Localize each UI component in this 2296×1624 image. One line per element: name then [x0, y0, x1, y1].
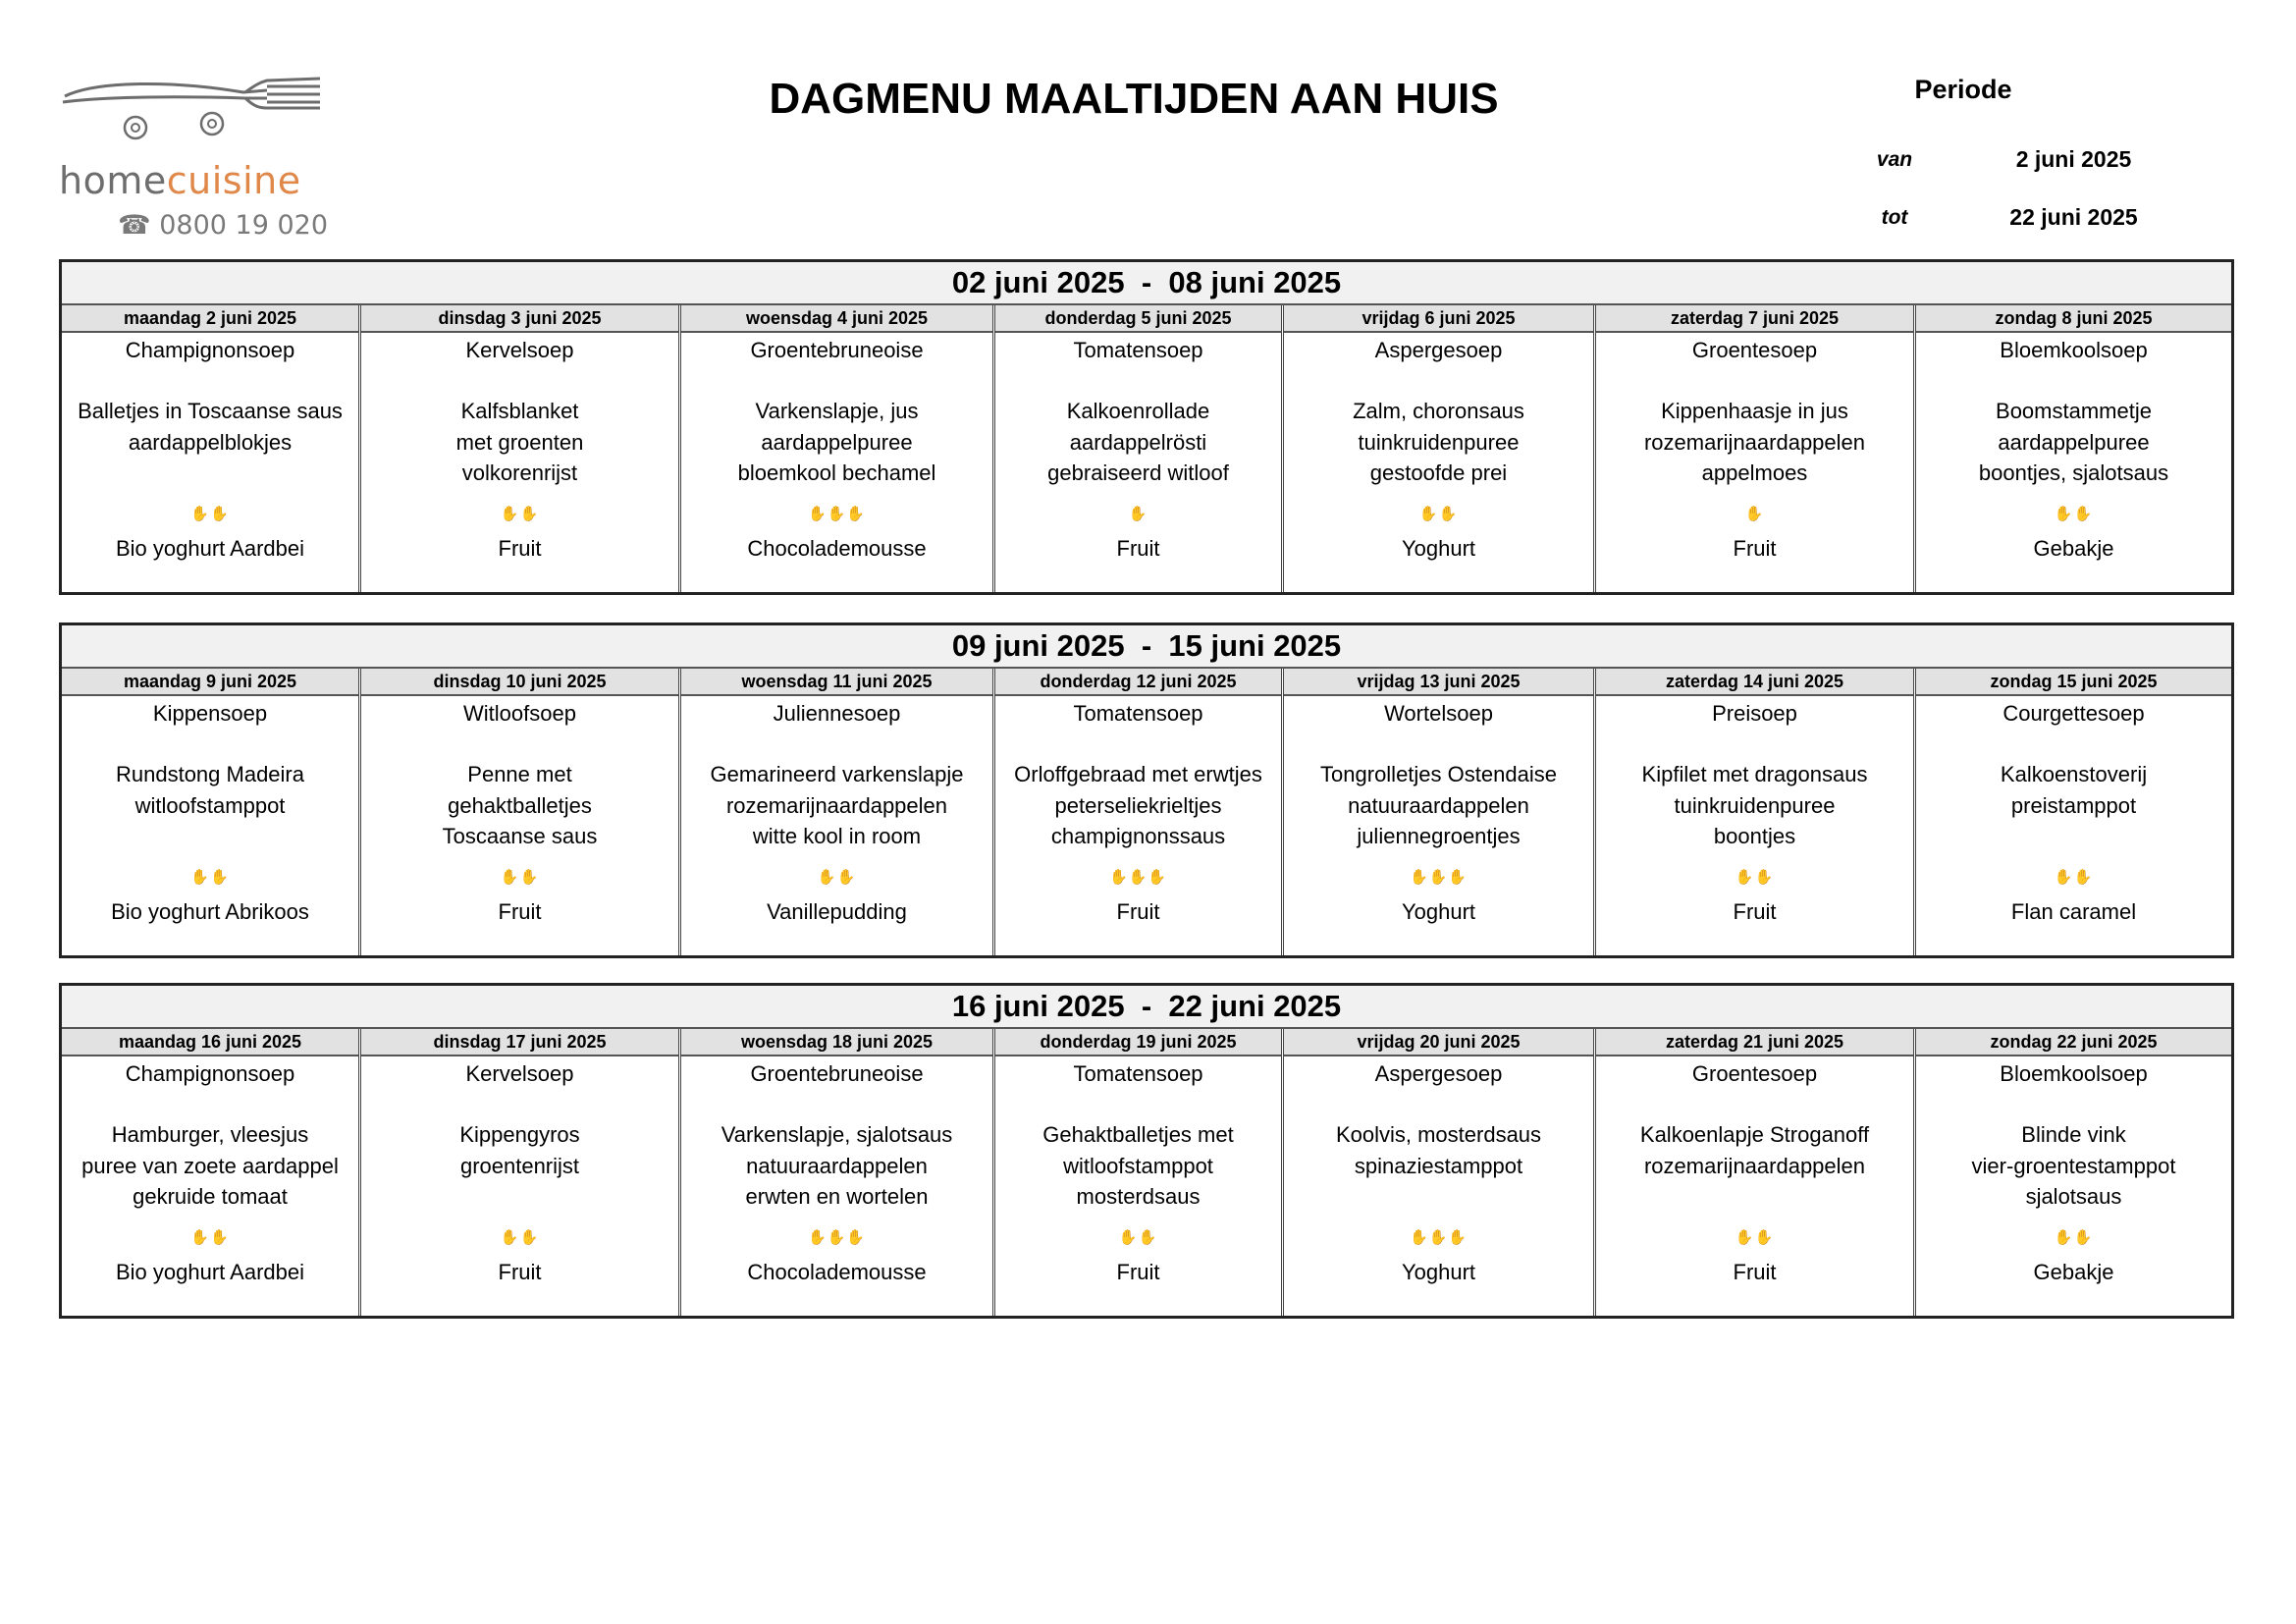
main-course-line: puree van zoete aardappel [81, 1153, 339, 1178]
soup: Witloofsoep [463, 701, 576, 726]
main-course-line: tuinkruidenpuree [1674, 792, 1836, 818]
day-menu [361, 333, 678, 592]
day-header: donderdag 12 juni 2025 [995, 669, 1281, 696]
day-column [1916, 305, 2231, 592]
main-course-line: rozemarijnaardappelen [1643, 1153, 1866, 1178]
main-course-line: witloofstamppot [1063, 1153, 1213, 1178]
dessert: Fruit [1116, 899, 1160, 924]
main-course-line: Koolvis, mosterdsaus [1335, 1122, 1542, 1147]
hand-rating-icon: ✋✋ [1735, 1229, 1775, 1246]
main-course-line: Balletjes in Toscaanse saus [78, 399, 343, 423]
main-course [116, 759, 304, 853]
hand-rating-icon: ✋✋ [2054, 869, 2094, 886]
day-menu [62, 696, 358, 955]
hand-rating-icon: ✋✋✋ [1409, 869, 1468, 886]
dessert: Gebakje [2033, 536, 2114, 561]
day-column [681, 305, 995, 592]
day-column [62, 1029, 361, 1316]
main-course [1979, 396, 2168, 490]
soup: Courgettesoep [2002, 701, 2145, 726]
day-menu [62, 1056, 358, 1316]
dessert: Flan caramel [2010, 899, 2137, 924]
brand-wordmark: homecuisine [59, 159, 301, 202]
day-header: zaterdag 7 juni 2025 [1596, 305, 1913, 333]
main-course-line [116, 821, 304, 852]
day-header: woensdag 18 juni 2025 [681, 1029, 992, 1056]
dessert: Fruit [1116, 536, 1160, 561]
main-course-line: tuinkruidenpuree [1358, 429, 1520, 455]
main-course-line: natuuraardappelen [1348, 792, 1529, 818]
hand-rating-icon: ✋✋ [190, 506, 230, 522]
hand-rating-icon: ✋✋ [1735, 869, 1775, 886]
soup: Champignonsoep [125, 1061, 295, 1086]
day-column [995, 669, 1284, 955]
day-menu [62, 333, 358, 592]
week-table [59, 983, 2234, 1319]
main-course [1640, 1119, 1869, 1214]
hand-rating-icon: ✋✋✋ [807, 1229, 867, 1246]
hand-rating-icon: ✋ [1744, 506, 1765, 522]
soup: Wortelsoep [1384, 701, 1493, 726]
main-course-line: Rundstong Madeira [115, 762, 304, 786]
day-menu [995, 333, 1281, 592]
day-menu [1284, 333, 1593, 592]
week-days-row [62, 1029, 2231, 1316]
hand-rating-icon: ✋✋ [2054, 1229, 2094, 1246]
day-column [1596, 669, 1916, 955]
day-header: donderdag 19 juni 2025 [995, 1029, 1281, 1056]
day-header: dinsdag 17 juni 2025 [361, 1029, 678, 1056]
main-course [1353, 396, 1524, 490]
soup: Aspergesoep [1374, 338, 1503, 362]
soup: Aspergesoep [1374, 1061, 1503, 1086]
main-course-line [78, 458, 343, 489]
hand-rating-icon: ✋✋ [2054, 506, 2094, 522]
soup: Groentesoep [1691, 338, 1818, 362]
day-menu [995, 1056, 1281, 1316]
phone-icon: ☎ [118, 210, 151, 241]
day-header: woensdag 11 juni 2025 [681, 669, 992, 696]
hand-rating-icon: ✋✋ [190, 869, 230, 886]
day-menu [1596, 1056, 1913, 1316]
main-course-line: sjalotsaus [2025, 1184, 2122, 1209]
main-course-line: Varkenslapje, sjalotsaus [721, 1122, 953, 1147]
main-course-line: boontjes, sjalotsaus [1978, 460, 2169, 485]
soup: Kervelsoep [465, 338, 574, 362]
main-course-line [1336, 1181, 1541, 1213]
day-column [1284, 669, 1596, 955]
main-course-line: Kalkoenrollade [1066, 399, 1210, 423]
main-course-line: Kipfilet met dragonsaus [1641, 762, 1868, 786]
main-course [1047, 396, 1229, 490]
hand-rating-icon: ✋✋ [500, 506, 540, 522]
page-title: DAGMENU MAALTIJDEN AAN HUIS [769, 75, 1499, 123]
main-course-line: Orloffgebraad met erwtjes [1014, 762, 1262, 786]
soup: Groentebruneoise [750, 338, 924, 362]
period-from-value: 2 juni 2025 [2015, 146, 2132, 172]
day-header: maandag 16 juni 2025 [62, 1029, 358, 1056]
day-menu [1596, 333, 1913, 592]
main-course-line: Boomstammetje [1996, 399, 2152, 423]
day-menu [1596, 696, 1913, 955]
main-course [459, 1119, 579, 1214]
dessert: Fruit [1733, 536, 1777, 561]
soup: Tomatensoep [1073, 338, 1203, 362]
main-course-line: appelmoes [1701, 460, 1808, 485]
day-menu [1916, 1056, 2231, 1316]
main-course-line: gebraiseerd witloof [1047, 460, 1229, 485]
day-header: dinsdag 10 juni 2025 [361, 669, 678, 696]
day-column [681, 1029, 995, 1316]
dessert: Chocolademousse [747, 536, 927, 561]
main-course [456, 396, 584, 490]
period-to-value: 22 juni 2025 [2009, 204, 2138, 230]
main-course-line: Kalkoenstoverij [2000, 762, 2148, 786]
day-header: donderdag 5 juni 2025 [995, 305, 1281, 333]
day-header: dinsdag 3 juni 2025 [361, 305, 678, 333]
soup: Bloemkoolsoep [2000, 1061, 2148, 1086]
main-course-line: champignonssaus [1050, 824, 1226, 848]
dessert: Gebakje [2033, 1260, 2114, 1284]
day-header: woensdag 4 juni 2025 [681, 305, 992, 333]
main-course [710, 759, 963, 853]
main-course-line: Kippenhaasje in jus [1661, 399, 1848, 423]
main-course [1972, 1119, 2176, 1214]
day-header: maandag 9 juni 2025 [62, 669, 358, 696]
main-course-line: aardappelpuree [761, 429, 913, 455]
soup: Groentesoep [1691, 1061, 1818, 1086]
main-course-line: gehaktballetjes [448, 792, 592, 818]
day-header: zondag 22 juni 2025 [1916, 1029, 2231, 1056]
main-course-line: rozemarijnaardappelen [1643, 429, 1866, 455]
day-menu [361, 1056, 678, 1316]
day-column [361, 305, 681, 592]
day-header: maandag 2 juni 2025 [62, 305, 358, 333]
day-column [995, 1029, 1284, 1316]
main-course-line: aardappelpuree [1998, 429, 2150, 455]
dessert: Fruit [1116, 1260, 1160, 1284]
week-title: 16 juni 2025 - 22 juni 2025 [62, 986, 2231, 1029]
dessert: Bio yoghurt Aardbei [115, 1260, 305, 1284]
day-menu [995, 696, 1281, 955]
dessert: Chocolademousse [747, 1260, 927, 1284]
period-label: Periode [1914, 75, 2012, 104]
main-course-line: erwten en wortelen [745, 1184, 929, 1209]
homecuisine-logo [57, 67, 342, 244]
day-menu [361, 696, 678, 955]
main-course-line: Gemarineerd varkenslapje [710, 762, 964, 786]
day-header: vrijdag 20 juni 2025 [1284, 1029, 1593, 1056]
day-menu [1284, 696, 1593, 955]
main-course-line: Kalkoenlapje Stroganoff [1639, 1122, 1870, 1147]
main-course-line: bloemkool bechamel [737, 460, 936, 485]
main-course-line: Zalm, choronsaus [1353, 399, 1524, 423]
dessert: Vanillepudding [767, 899, 907, 924]
day-header: zondag 8 juni 2025 [1916, 305, 2231, 333]
hand-rating-icon: ✋✋ [190, 1229, 230, 1246]
week-days-row [62, 669, 2231, 955]
main-course [738, 396, 936, 490]
phone-number: ☎ 0800 19 020 [118, 210, 329, 241]
main-course-line: gekruide tomaat [133, 1184, 288, 1209]
main-course-line: Penne met [467, 762, 572, 786]
week-title: 09 juni 2025 - 15 juni 2025 [62, 625, 2231, 669]
day-menu [1916, 696, 2231, 955]
main-course-line: preistamppot [2010, 792, 2137, 818]
main-course-line: Kippengyros [459, 1122, 580, 1147]
dessert: Bio yoghurt Abrikoos [111, 899, 309, 924]
day-column [62, 305, 361, 592]
hand-rating-icon: ✋✋ [1118, 1229, 1158, 1246]
day-column [1596, 1029, 1916, 1316]
day-column [995, 305, 1284, 592]
day-menu [681, 1056, 992, 1316]
main-course-line: peterseliekrieltjes [1054, 792, 1222, 818]
main-course-line: groentenrijst [459, 1153, 580, 1178]
hand-rating-icon: ✋✋ [500, 1229, 540, 1246]
main-course [81, 1119, 339, 1214]
main-course [1642, 759, 1868, 853]
main-course-line: vier-groentestamppot [1971, 1153, 2176, 1178]
main-course-line: Blinde vink [2021, 1122, 2126, 1147]
main-course-line [2001, 821, 2147, 852]
day-menu [1284, 1056, 1593, 1316]
main-course [1042, 1119, 1233, 1214]
main-course-line: Gehaktballetjes met [1042, 1122, 1234, 1147]
main-course-line: Hamburger, vleesjus [111, 1122, 309, 1147]
day-header: zaterdag 21 juni 2025 [1596, 1029, 1913, 1056]
day-menu [1916, 333, 2231, 592]
day-column [1284, 305, 1596, 592]
week-table [59, 623, 2234, 958]
dessert: Fruit [498, 899, 542, 924]
period-to-label: tot [1881, 206, 1908, 229]
soup: Tomatensoep [1073, 1061, 1203, 1086]
main-course-line: spinaziestamppot [1354, 1153, 1523, 1178]
soup: Kippensoep [152, 701, 268, 726]
main-course [721, 1119, 953, 1214]
dessert: Fruit [1733, 899, 1777, 924]
dessert: Yoghurt [1401, 536, 1476, 561]
day-header: zaterdag 14 juni 2025 [1596, 669, 1913, 696]
main-course-line [459, 1181, 579, 1213]
main-course [2001, 759, 2147, 853]
main-course-line: volkorenrijst [461, 460, 578, 485]
day-menu [681, 333, 992, 592]
hand-rating-icon: ✋✋ [500, 869, 540, 886]
day-header: zondag 15 juni 2025 [1916, 669, 2231, 696]
hand-rating-icon: ✋✋✋ [807, 506, 867, 522]
hand-rating-icon: ✋✋✋ [1409, 1229, 1468, 1246]
main-course-line: met groenten [455, 429, 584, 455]
main-course [443, 759, 598, 853]
main-course [1014, 759, 1262, 853]
hand-rating-icon: ✋✋ [1418, 506, 1459, 522]
main-course [1644, 396, 1865, 490]
period-from-label: van [1876, 148, 1913, 171]
main-course-line: Toscaanse saus [442, 824, 598, 848]
day-column [1916, 1029, 2231, 1316]
dessert: Yoghurt [1401, 1260, 1476, 1284]
day-menu [681, 696, 992, 955]
main-course-line: rozemarijnaardappelen [725, 792, 948, 818]
main-course-line [1640, 1181, 1869, 1213]
main-course [1320, 759, 1557, 853]
soup: Groentebruneoise [750, 1061, 924, 1086]
dessert: Fruit [1733, 1260, 1777, 1284]
week-table [59, 259, 2234, 595]
dessert: Bio yoghurt Aardbei [115, 536, 305, 561]
main-course-line: mosterdsaus [1076, 1184, 1201, 1209]
hand-rating-icon: ✋✋✋ [1108, 869, 1168, 886]
day-column [361, 1029, 681, 1316]
dessert: Yoghurt [1401, 899, 1476, 924]
main-course-line: witte kool in room [752, 824, 922, 848]
main-course-line: Varkenslapje, jus [755, 399, 919, 423]
main-course [1336, 1119, 1541, 1214]
day-column [681, 669, 995, 955]
main-course-line: Tongrolletjes Ostendaise [1320, 762, 1557, 786]
main-course [78, 396, 343, 490]
main-course-line: boontjes [1713, 824, 1796, 848]
day-column [62, 669, 361, 955]
main-course-line: witloofstamppot [134, 792, 286, 818]
main-course-line: aardappelrösti [1069, 429, 1207, 455]
day-column [361, 669, 681, 955]
day-header: vrijdag 13 juni 2025 [1284, 669, 1593, 696]
week-title: 02 juni 2025 - 08 juni 2025 [62, 262, 2231, 305]
hand-rating-icon: ✋✋ [817, 869, 857, 886]
main-course-line: juliennegroentjes [1357, 824, 1521, 848]
fork-icon [57, 67, 332, 155]
main-course-line: Kalfsblanket [460, 399, 579, 423]
week-days-row [62, 305, 2231, 592]
day-column [1596, 305, 1916, 592]
hand-rating-icon: ✋ [1128, 506, 1148, 522]
dessert: Fruit [498, 1260, 542, 1284]
soup: Juliennesoep [773, 701, 901, 726]
soup: Champignonsoep [125, 338, 295, 362]
soup: Kervelsoep [465, 1061, 574, 1086]
main-course-line: gestoofde prei [1369, 460, 1508, 485]
day-header: vrijdag 6 juni 2025 [1284, 305, 1593, 333]
dessert: Fruit [498, 536, 542, 561]
day-column [1916, 669, 2231, 955]
main-course-line: natuuraardappelen [746, 1153, 928, 1178]
soup: Bloemkoolsoep [2000, 338, 2148, 362]
main-course-line: aardappelblokjes [128, 429, 293, 455]
soup: Tomatensoep [1073, 701, 1203, 726]
day-column [1284, 1029, 1596, 1316]
soup: Preisoep [1712, 701, 1797, 726]
